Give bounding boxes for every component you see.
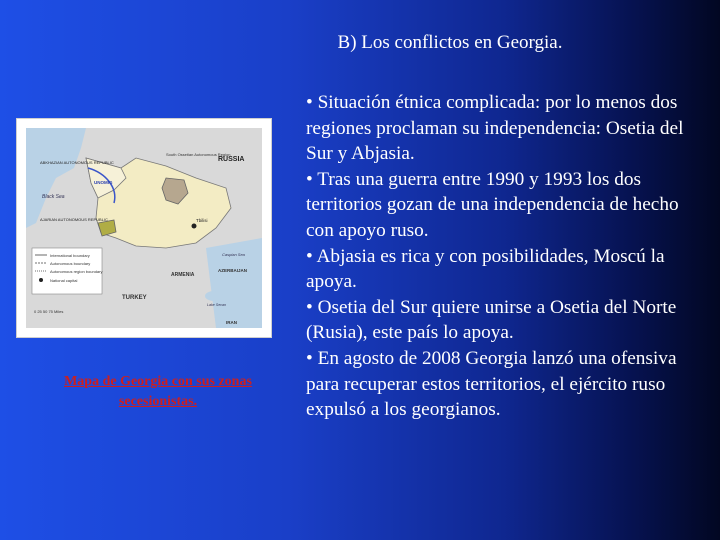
iran-label: IRAN [226, 320, 237, 325]
lake-sevan-area [205, 291, 223, 301]
russia-label: RUSSIA [218, 156, 245, 163]
tbilisi-marker [192, 224, 197, 229]
georgia-map [16, 118, 272, 338]
legend-region-label: Autonomous region boundary [50, 269, 103, 274]
tbilisi-label: Tbilisi [196, 218, 208, 223]
legend-intl-label: International boundary [50, 253, 90, 258]
bullet-item: • Osetia del Sur quiere unirse a Osetia del Norte (Rusia), este país lo apoya. [306, 296, 677, 344]
armenia-label: ARMENIA [171, 272, 195, 278]
black-sea-label: Black Sea [42, 194, 65, 200]
turkey-label: TURKEY [122, 295, 147, 301]
unomig-label: UNOMIG [94, 180, 113, 185]
lake-sevan-label: Lake Sevan [207, 303, 226, 307]
abkhazia-label: ABKHAZIAN AUTONOMOUS REPUBLIC [40, 160, 114, 165]
scale-label: 0 25 50 75 Miles [34, 309, 64, 314]
bullet-item: • En agosto de 2008 Georgia lanzó una ofensiva para recuperar estos territorios, el ejército ruso expulsó a los georgianos. [306, 347, 677, 421]
bullet-item: • Tras una guerra entre 1990 y 1993 los dos territorios gozan de una independencia de hecho con apoyo ruso. [306, 168, 679, 241]
slide-title: B) Los conflictos en Georgia. [337, 32, 563, 53]
bullet-item: • Abjasia es rica y con posibilidades, Moscú la apoya. [306, 245, 665, 293]
south-ossetia-label: South Ossetian Autonomous Region [166, 152, 231, 157]
bullet-item: • Situación étnica complicada: por lo menos dos regiones proclaman su independencia: Osetia del Sur y Abjasia. [306, 92, 684, 165]
legend-capital-label: National capital [50, 278, 78, 283]
azerbaijan-label: AZERBAIJAN [218, 268, 248, 273]
caspian-label: Caspian Sea [222, 252, 245, 257]
adjaria-label: AJARIAN AUTONOMOUS REPUBLIC [40, 217, 108, 222]
bullet-list [306, 90, 706, 423]
map-caption-link[interactable]: Mapa de Georgia con sus zonas secesionistas. [64, 374, 252, 409]
legend-auto-label: Autonomous boundary [50, 261, 91, 266]
map-drawing [26, 128, 262, 328]
